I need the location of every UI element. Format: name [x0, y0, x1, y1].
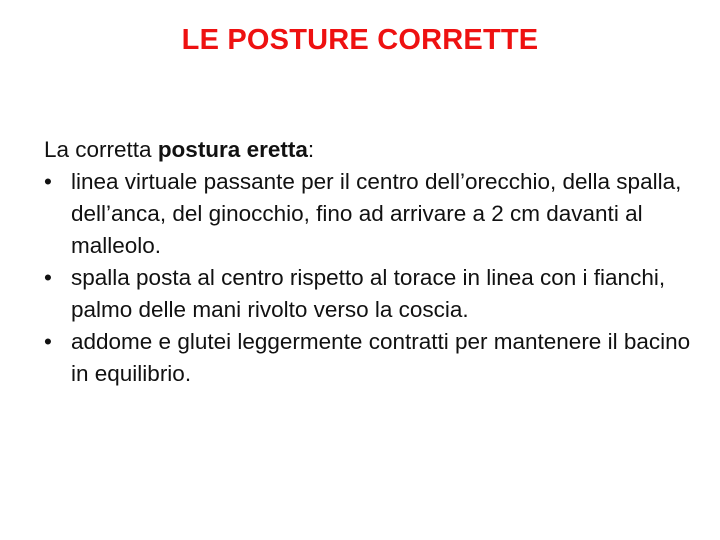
- intro-line: [44, 134, 694, 166]
- slide-body: [44, 134, 694, 390]
- bullet-list: [44, 166, 694, 390]
- bullet-item-3: [44, 326, 694, 390]
- intro-emphasis: postura eretta: [157, 137, 308, 162]
- bullet-text-3: addome e glutei leggermente contratti per mantenere il bacino in equilibrio.: [71, 329, 691, 386]
- bullet-item-2: [44, 262, 694, 326]
- slide-title: LE POSTURE CORRETTE: [181, 24, 539, 56]
- bullet-text-1: linea virtuale passante per il centro dell’orecchio, della spalla, dell’anca, del ginocchio, fino ad arrivare a 2 cm davanti al malleolo.: [71, 169, 682, 258]
- bullet-icon: •: [44, 329, 52, 354]
- bullet-icon: •: [44, 169, 52, 194]
- bullet-icon: •: [44, 265, 52, 290]
- bullet-text-2: spalla posta al centro rispetto al torace in linea con i fianchi, palmo delle mani rivolto verso la coscia.: [71, 265, 666, 322]
- bullet-item-1: [44, 166, 694, 262]
- intro-trail: :: [307, 137, 315, 162]
- intro-lead: La corretta: [44, 137, 158, 162]
